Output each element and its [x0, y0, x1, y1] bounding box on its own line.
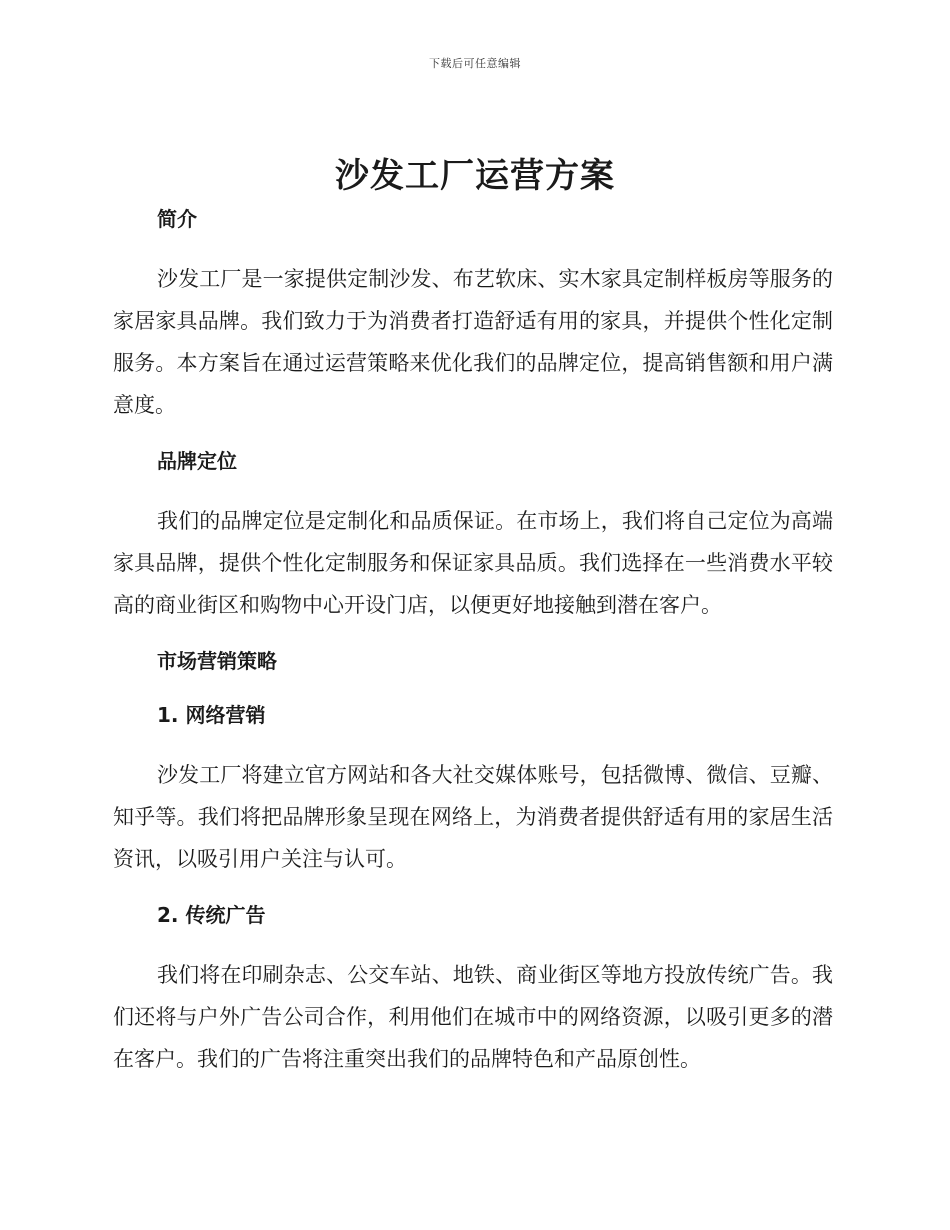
section-heading-online-marketing: 1. 网络营销 — [157, 703, 266, 727]
section-paragraph-traditional-ads: 我们将在印刷杂志、公交车站、地铁、商业街区等地方投放传统广告。我们还将与户外广告公司合作，利用他们在城市中的网络资源，以吸引更多的潜在客户。我们的广告将注重突出我们的品牌特色和产品原创性。 — [113, 963, 833, 1071]
section-heading-intro: 简介 — [157, 207, 197, 231]
section-heading-marketing-strategy: 市场营销策略 — [157, 649, 277, 673]
header-note: 下载后可任意编辑 — [429, 57, 521, 70]
document-title: 沙发工厂运营方案 — [335, 156, 615, 196]
document-body — [113, 204, 833, 1080]
section-heading-brand-positioning: 品牌定位 — [157, 449, 237, 473]
section-paragraph-brand-positioning: 我们的品牌定位是定制化和品质保证。在市场上，我们将自己定位为高端家具品牌，提供个性化定制服务和保证家具品质。我们选择在一些消费水平较高的商业街区和购物中心开设门店，以便更好地接触到潜在客户。 — [113, 509, 833, 617]
section-paragraph-online-marketing: 沙发工厂将建立官方网站和各大社交媒体账号，包括微博、微信、豆瓣、知乎等。我们将把品牌形象呈现在网络上，为消费者提供舒适有用的家居生活资讯，以吸引用户关注与认可。 — [113, 763, 833, 871]
section-heading-traditional-ads: 2. 传统广告 — [157, 903, 266, 927]
section-paragraph-intro: 沙发工厂是一家提供定制沙发、布艺软床、实木家具定制样板房等服务的家居家具品牌。我们致力于为消费者打造舒适有用的家具，并提供个性化定制服务。本方案旨在通过运营策略来优化我们的品牌定位，提高销售额和用户满意度。 — [113, 267, 833, 417]
